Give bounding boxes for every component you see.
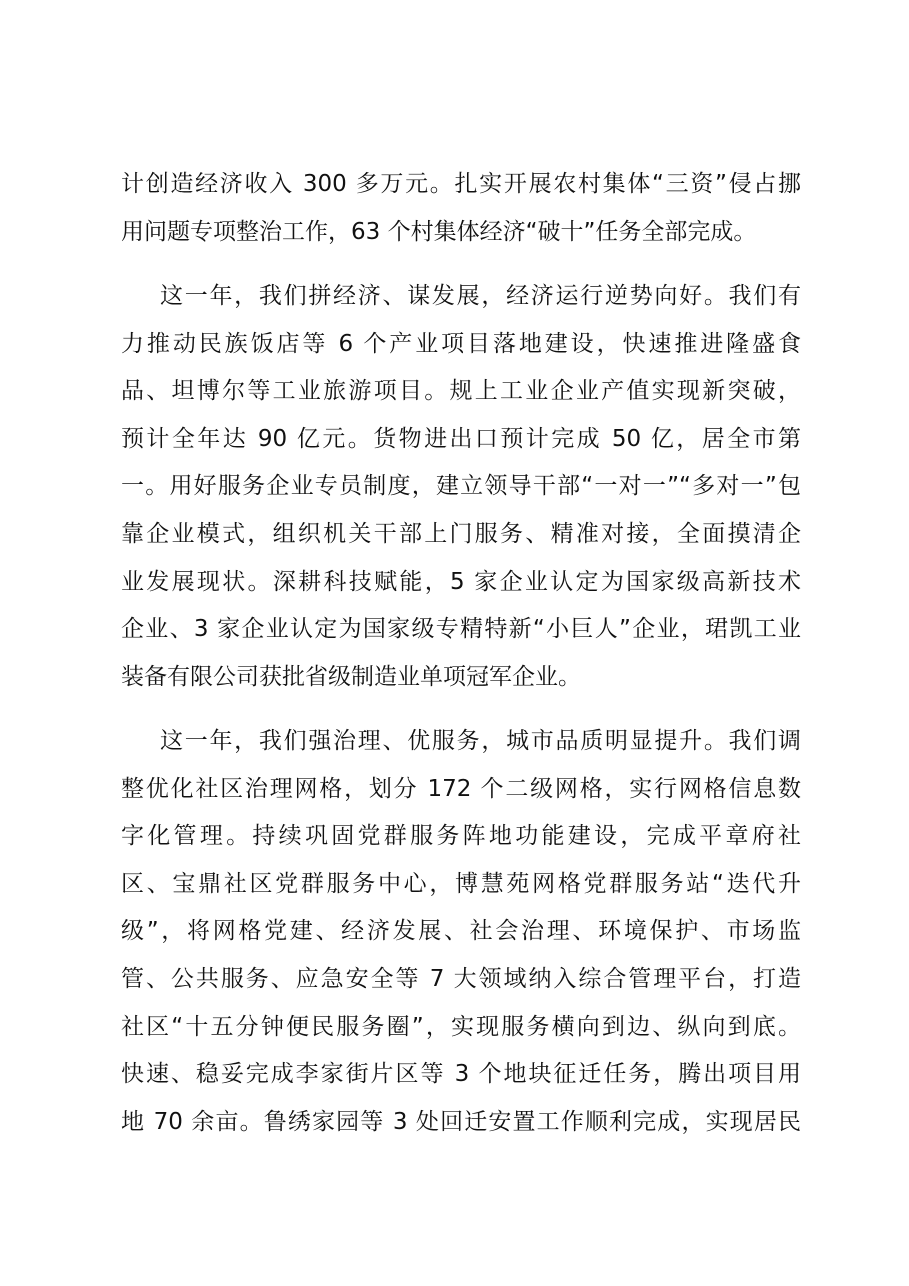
text-line: 快速、稳妥完成李家街片区等 3 个地块征迁任务，腾出项目用 xyxy=(121,1061,801,1087)
text-line: 预计全年达 90 亿元。货物进出口预计完成 50 亿，居全市第 xyxy=(121,426,801,452)
text-line: 品、坦博尔等工业旅游项目。规上工业企业产值实现新突破， xyxy=(121,378,801,404)
text-line: 用问题专项整治工作，63 个村集体经济“破十”任务全部完成。 xyxy=(121,219,757,245)
text-line: 社区“十五分钟便民服务圈”，实现服务横向到边、纵向到底。 xyxy=(121,1014,801,1040)
text-line: 地 70 余亩。鲁绣家园等 3 处回迁安置工作顺利完成，实现居民 xyxy=(121,1109,801,1135)
text-line: 区、宝鼎社区党群服务中心，博慧苑网格党群服务站“迭代升 xyxy=(121,871,801,897)
text-line: 这一年，我们拼经济、谋发展，经济运行逆势向好。我们有 xyxy=(160,283,801,309)
text-line: 整优化社区治理网格，划分 172 个二级网格，实行网格信息数 xyxy=(121,776,801,802)
text-line: 装备有限公司获批省级制造业单项冠军企业。 xyxy=(121,664,581,690)
text-line: 级”，将网格党建、经济发展、社会治理、环境保护、市场监 xyxy=(121,918,801,944)
text-line: 企业、3 家企业认定为国家级专精特新“小巨人”企业，珺凯工业 xyxy=(121,616,801,642)
text-line: 这一年，我们强治理、优服务，城市品质明显提升。我们调 xyxy=(160,728,801,754)
text-line: 管、公共服务、应急安全等 7 大领域纳入综合管理平台，打造 xyxy=(121,966,801,992)
text-line: 一。用好服务企业专员制度，建立领导干部“一对一”“多对一”包 xyxy=(121,473,801,499)
text-line: 字化管理。持续巩固党群服务阵地功能建设，完成平章府社 xyxy=(121,823,801,849)
text-line: 业发展现状。深耕科技赋能，5 家企业认定为国家级高新技术 xyxy=(121,569,801,595)
text-line: 计创造经济收入 300 多万元。扎实开展农村集体“三资”侵占挪 xyxy=(121,171,801,197)
text-line: 靠企业模式，组织机关干部上门服务、精准对接，全面摸清企 xyxy=(121,521,801,547)
text-line: 力推动民族饭店等 6 个产业项目落地建设，快速推进隆盛食 xyxy=(121,331,801,357)
